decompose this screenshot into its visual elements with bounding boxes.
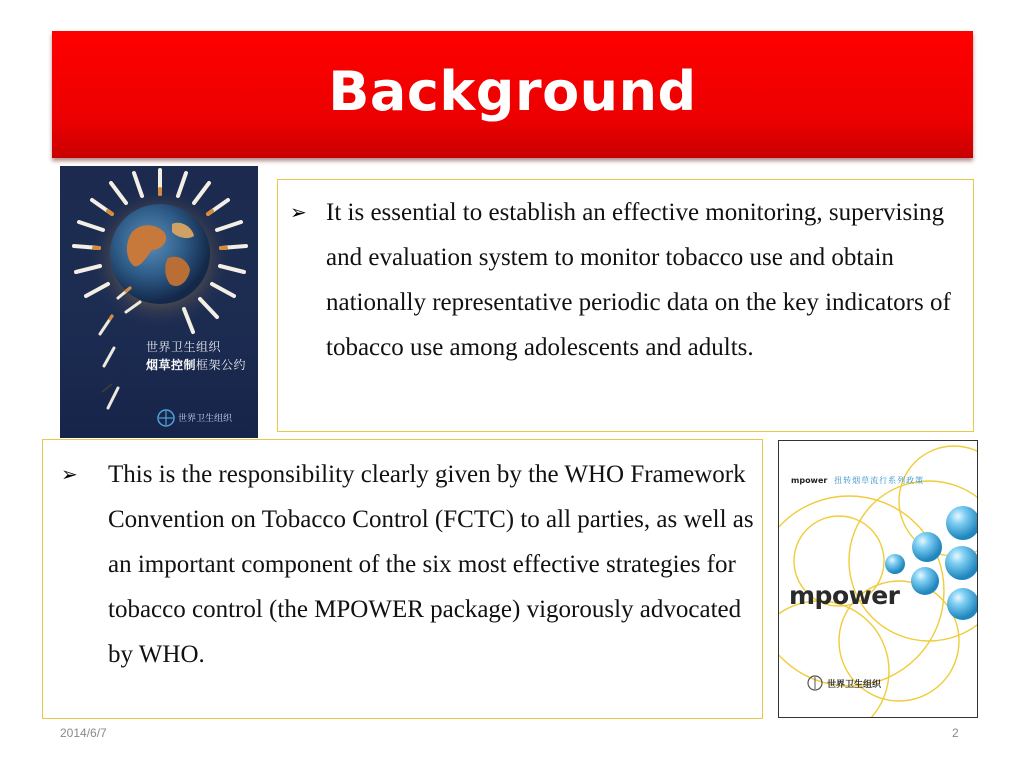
- bullet-item-2: [61, 452, 756, 677]
- fctc-cover-image: [60, 166, 258, 438]
- bullet-text-2: This is the responsibility clearly given by the WHO Framework Convention on Tobacco Control (FCTC) to all parties, as well as an important component of the six most effective strategies for tobacco control (the MPOWER package) vigorously advocated by WHO.: [108, 461, 754, 668]
- mpower-brand-large: mpower: [789, 581, 900, 610]
- fctc-cover-org: 世界卫生组织: [178, 414, 233, 424]
- footer-date: 2014/6/7: [60, 726, 107, 740]
- slide-title: Background: [328, 60, 697, 123]
- fctc-cover-title-line1: 世界卫生组织: [146, 340, 222, 354]
- bullet-item-1: [290, 190, 959, 370]
- footer-page-number: 2: [952, 726, 959, 740]
- mpower-brand-small: mpower: [791, 476, 828, 485]
- fctc-cover-title-line2a: 烟草控制: [146, 358, 197, 372]
- mpower-series-title: 扭转烟草流行系列政策: [834, 476, 925, 485]
- globe-cigarettes-illustration: [60, 166, 258, 438]
- bullet-text-1: It is essential to establish an effective monitoring, supervising and evaluation system to monitor tobacco use and obtain nationally representative periodic data on the key indicators of tobacco use among adolescents and adults.: [326, 199, 951, 361]
- mpower-cover-org: 世界卫生组织: [827, 680, 882, 690]
- title-banner: [52, 31, 973, 158]
- arrow-bullet-icon: ➢: [61, 462, 78, 486]
- bullet-box-2: [42, 439, 763, 719]
- mpower-cover-header: [791, 475, 924, 486]
- arrow-bullet-icon: ➢: [290, 200, 307, 224]
- fctc-cover-title-line2b: 框架公约: [196, 358, 247, 372]
- mpower-cover-image: [778, 440, 978, 718]
- fctc-cover-title-line2: [146, 356, 246, 373]
- bullet-box-1: [277, 179, 974, 432]
